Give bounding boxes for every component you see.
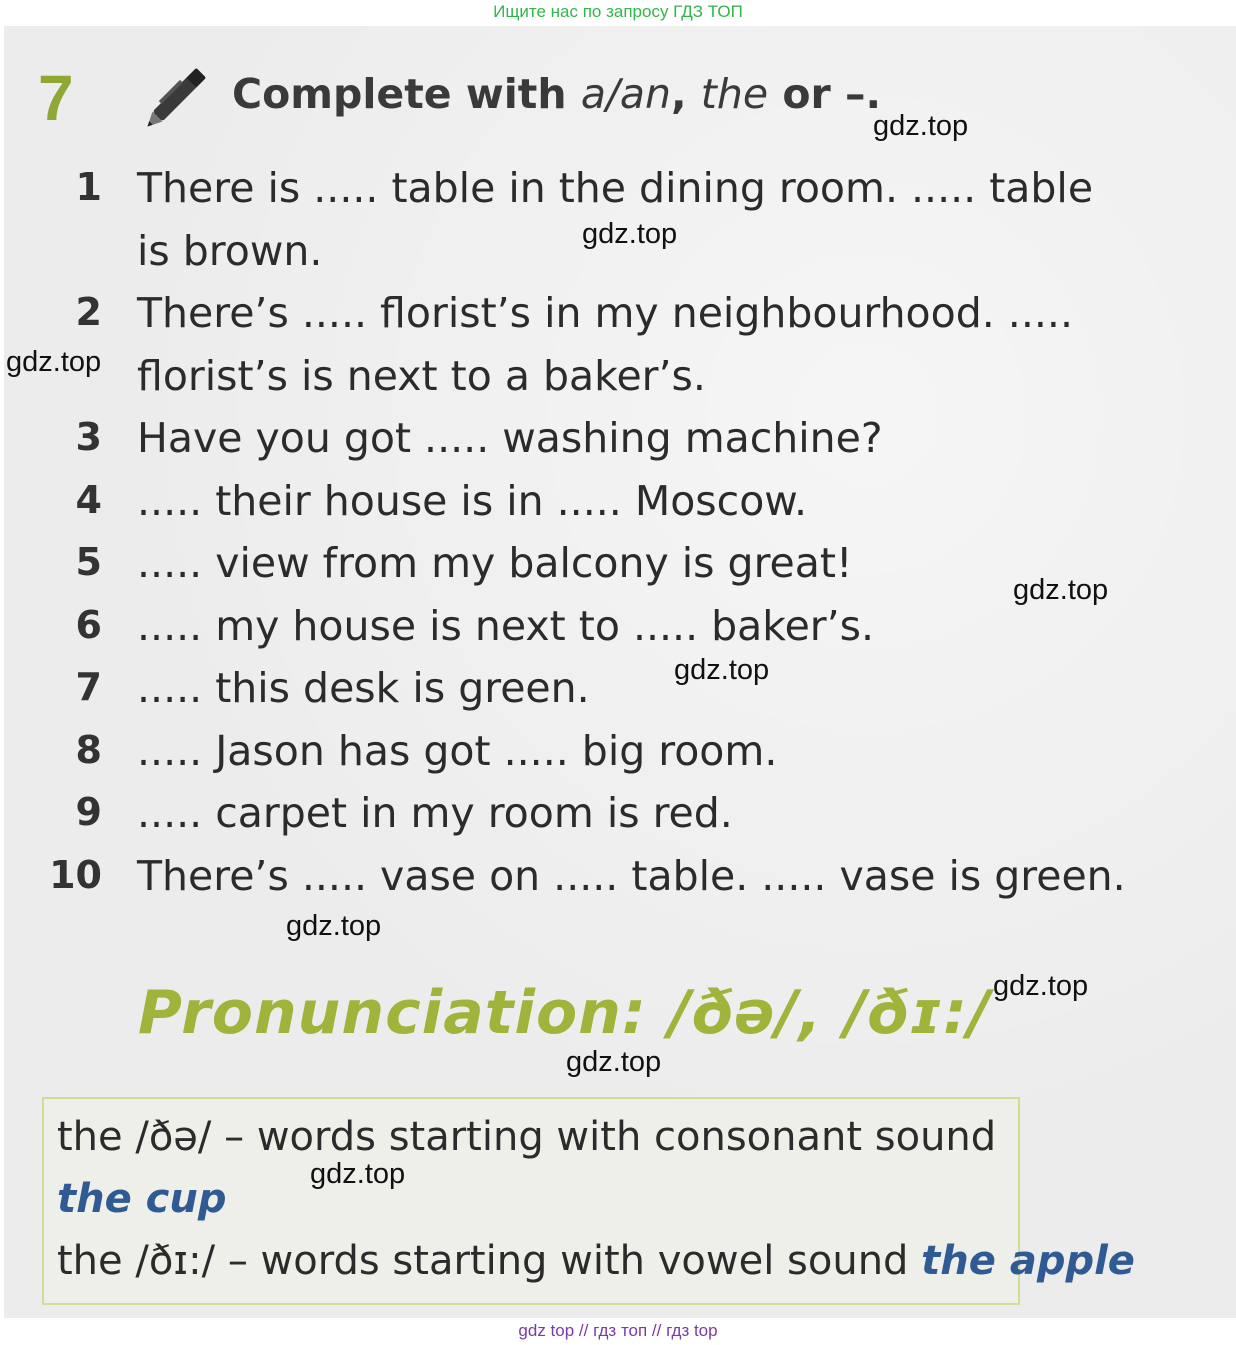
item-number: 9	[75, 790, 102, 834]
instruction-option-the: the	[700, 70, 769, 118]
item-number: 3	[75, 415, 102, 459]
item-text: Have you got ..... washing machine?	[137, 414, 883, 462]
pronunciation-example-consonant: the cup	[57, 1176, 227, 1222]
item-number: 4	[75, 478, 102, 522]
item-text: ..... this desk is green.	[137, 664, 590, 712]
top-banner: Ищите нас по запросу ГДЗ ТОП	[493, 2, 743, 21]
item-text: ..... Jason has got ..... big room.	[137, 727, 778, 775]
pronunciation-rule-vowel-text: the /ðɪ:/ – words starting with vowel sound	[57, 1238, 922, 1284]
pronunciation-title: Pronunciation: /ðə/, /ðɪ:/	[138, 978, 991, 1048]
pronunciation-example-vowel: the apple	[921, 1238, 1135, 1284]
bottom-banner: gdz top // гдз топ // гдз top	[518, 1321, 718, 1340]
item-number: 2	[75, 290, 102, 334]
pronunciation-rule-vowel	[57, 1239, 1135, 1283]
watermark: gdz.top	[993, 970, 1089, 1002]
item-number: 10	[49, 853, 102, 897]
item-number: 8	[75, 728, 102, 772]
item-text: There is ..... table in the dining room. ..... table	[137, 164, 1094, 212]
item-text: ..... their house is in ..... Moscow.	[137, 477, 808, 525]
item-text-continued: is brown.	[137, 227, 323, 275]
instruction-separator: ,	[670, 70, 701, 118]
pen-icon	[140, 56, 220, 132]
watermark: gdz.top	[566, 1046, 662, 1078]
item-text: ..... my house is next to ..... baker’s.	[137, 602, 875, 650]
item-number: 6	[75, 603, 102, 647]
watermark: gdz.top	[286, 910, 382, 942]
item-text: ..... carpet in my room is red.	[137, 789, 733, 837]
item-number: 1	[75, 165, 102, 209]
watermark: gdz.top	[582, 218, 678, 250]
watermark: gdz.top	[873, 110, 969, 142]
item-text-continued: florist’s is next to a baker’s.	[137, 352, 706, 400]
item-text: There’s ..... florist’s in my neighbourhood. .....	[137, 289, 1073, 337]
watermark: gdz.top	[1013, 574, 1109, 606]
item-number: 5	[75, 540, 102, 584]
watermark: gdz.top	[310, 1158, 406, 1190]
instruction-prefix: Complete with	[232, 70, 581, 118]
item-text: There’s ..... vase on ..... table. ..... vase is green.	[137, 852, 1126, 900]
instruction-suffix: or –.	[768, 70, 882, 118]
watermark: gdz.top	[6, 346, 102, 378]
pronunciation-rule-consonant: the /ðə/ – words starting with consonant sound	[57, 1114, 997, 1160]
item-number: 7	[75, 665, 102, 709]
instruction-option-a-an: a/an	[580, 70, 671, 118]
exercise-instruction	[232, 72, 881, 117]
exercise-number: 7	[38, 62, 74, 134]
watermark: gdz.top	[674, 654, 770, 686]
item-text: ..... view from my balcony is great!	[137, 539, 853, 587]
